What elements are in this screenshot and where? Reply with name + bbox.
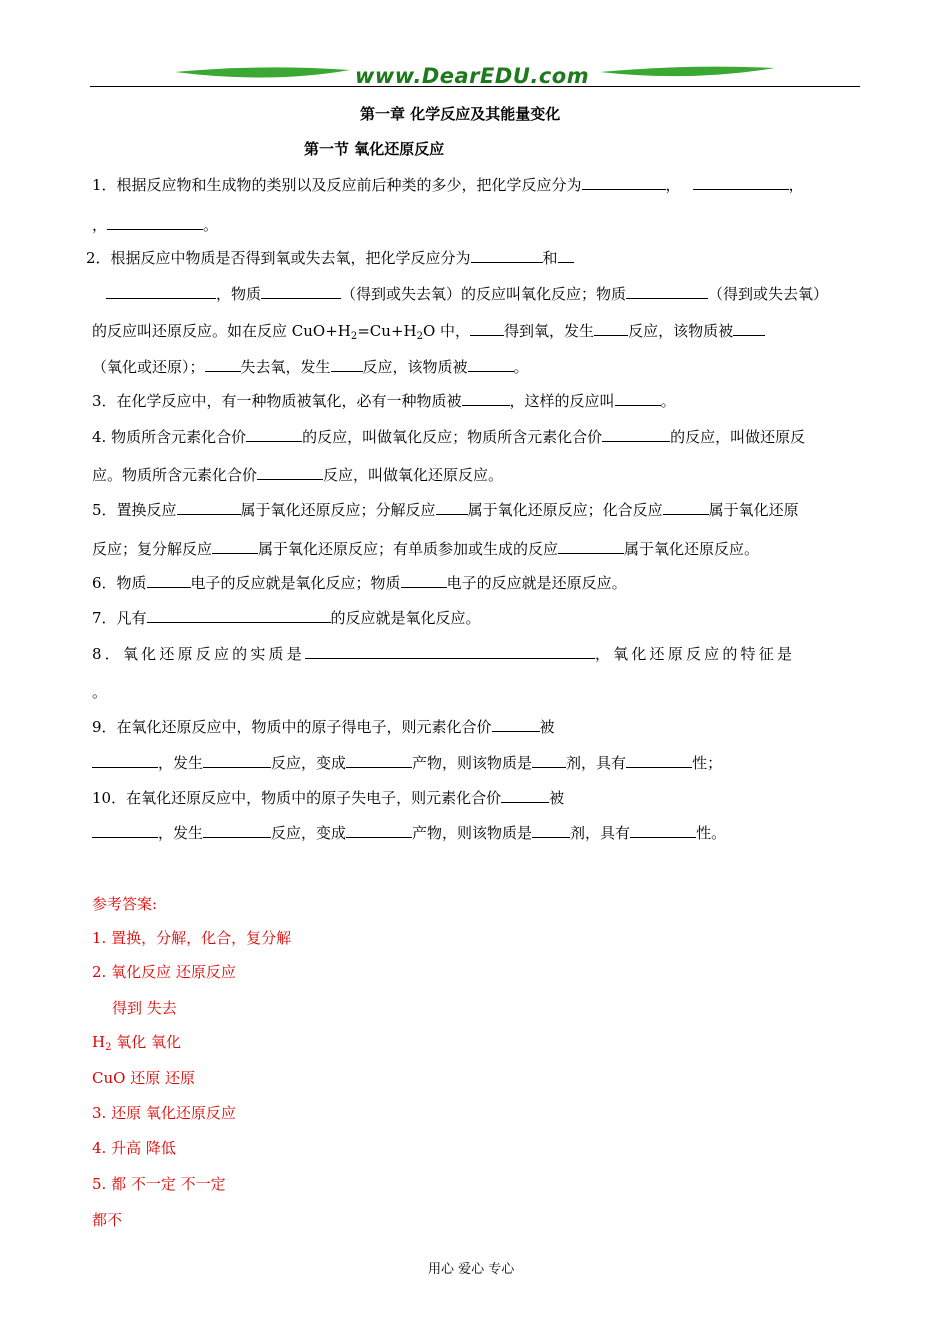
question-3: 3．在化学反应中，有一种物质被氧化，必有一种物质被 ，这样的反应叫 。 (92, 392, 676, 410)
question-2-line-1: 2．根据反应中物质是否得到氧或失去氧，把化学反应分为 和 (86, 247, 574, 268)
question-2-line-2: ，物质 （得到或失去氧）的反应叫氧化反应；物质 （得到或失去氧） (92, 283, 828, 304)
question-8-line-1: 8．氧化还原反应的实质是 ，氧化还原反应的特征是 (92, 645, 796, 663)
question-4-line-1: 4. 物质所含元素化合价 的反应，叫做氧化反应；物质所含元素化合价 的反应，叫做还原反 (92, 428, 806, 446)
question-5-line-2: 反应；复分解反应 属于氧化还原反应；有单质参加或生成的反应 属于氧化还原反应。 (92, 540, 760, 558)
question-2-line-4: （氧化或还原）； 失去氧，发生 反应，该物质被 。 (92, 358, 529, 376)
answer-line: 都不 (92, 1211, 123, 1229)
question-1-line-2: ， 。 (92, 216, 219, 234)
question-9-line-2: ，发生 反应，变成 产物，则该物质是 剂，具有 性； (92, 752, 722, 773)
site-logo-text: www.DearEDU.com (355, 64, 590, 88)
question-10-line-2: ，发生 反应，变成 产物，则该物质是 剂，具有 性。 (92, 822, 726, 843)
chapter-title: 第一章 化学反应及其能量变化 (360, 105, 561, 123)
question-5-line-1: 5．置换反应 属于氧化还原反应；分解反应 属于氧化还原反应；化合反应 属于氧化还原 (92, 501, 799, 519)
question-8-line-2: 。 (92, 683, 108, 701)
answer-line: $H_2$ 氧化 氧化 (92, 1033, 182, 1053)
answer-line: 3. 还原 氧化还原反应 (92, 1104, 236, 1122)
question-10-line-1: 10．在氧化还原反应中，物质中的原子失电子，则元素化合价 被 (92, 789, 565, 807)
header-rule (90, 86, 860, 87)
answer-line: 1. 置换，分解，化合，复分解 (92, 929, 292, 947)
page-footer: 用心 爱心 专心 (428, 1262, 515, 1277)
answer-line: 2. 氧化反应 还原反应 (92, 963, 236, 981)
question-2-line-3: 的反应叫还原反应。如在反应 $CuO+H_2=Cu+H_2O$ 中， 得到氧，发生 反应，该物质被 (92, 320, 765, 341)
question-9-line-1: 9．在氧化还原反应中，物质中的原子得电子，则元素化合价 被 (92, 718, 555, 736)
answer-line: 5. 都 不一定 不一定 (92, 1175, 226, 1193)
question-1-line-1: 1．根据反应物和生成物的类别以及反应前后种类的多少，把化学反应分为 ， ， (92, 176, 804, 194)
question-6: 6．物质 电子的反应就是氧化反应；物质 电子的反应就是还原反应。 (92, 574, 627, 592)
question-4-line-2: 应。物质所含元素化合价 反应，叫做氧化还原反应。 (92, 466, 504, 484)
answer-line: CuO 还原 还原 (92, 1069, 195, 1087)
answer-line: 得到 失去 (112, 999, 177, 1017)
answer-line: 4. 升高 降低 (92, 1139, 176, 1157)
section-title: 第一节 氧化还原反应 (304, 140, 445, 158)
answers-title: 参考答案: (92, 895, 158, 913)
question-7: 7．凡有 的反应就是氧化反应。 (92, 609, 481, 627)
